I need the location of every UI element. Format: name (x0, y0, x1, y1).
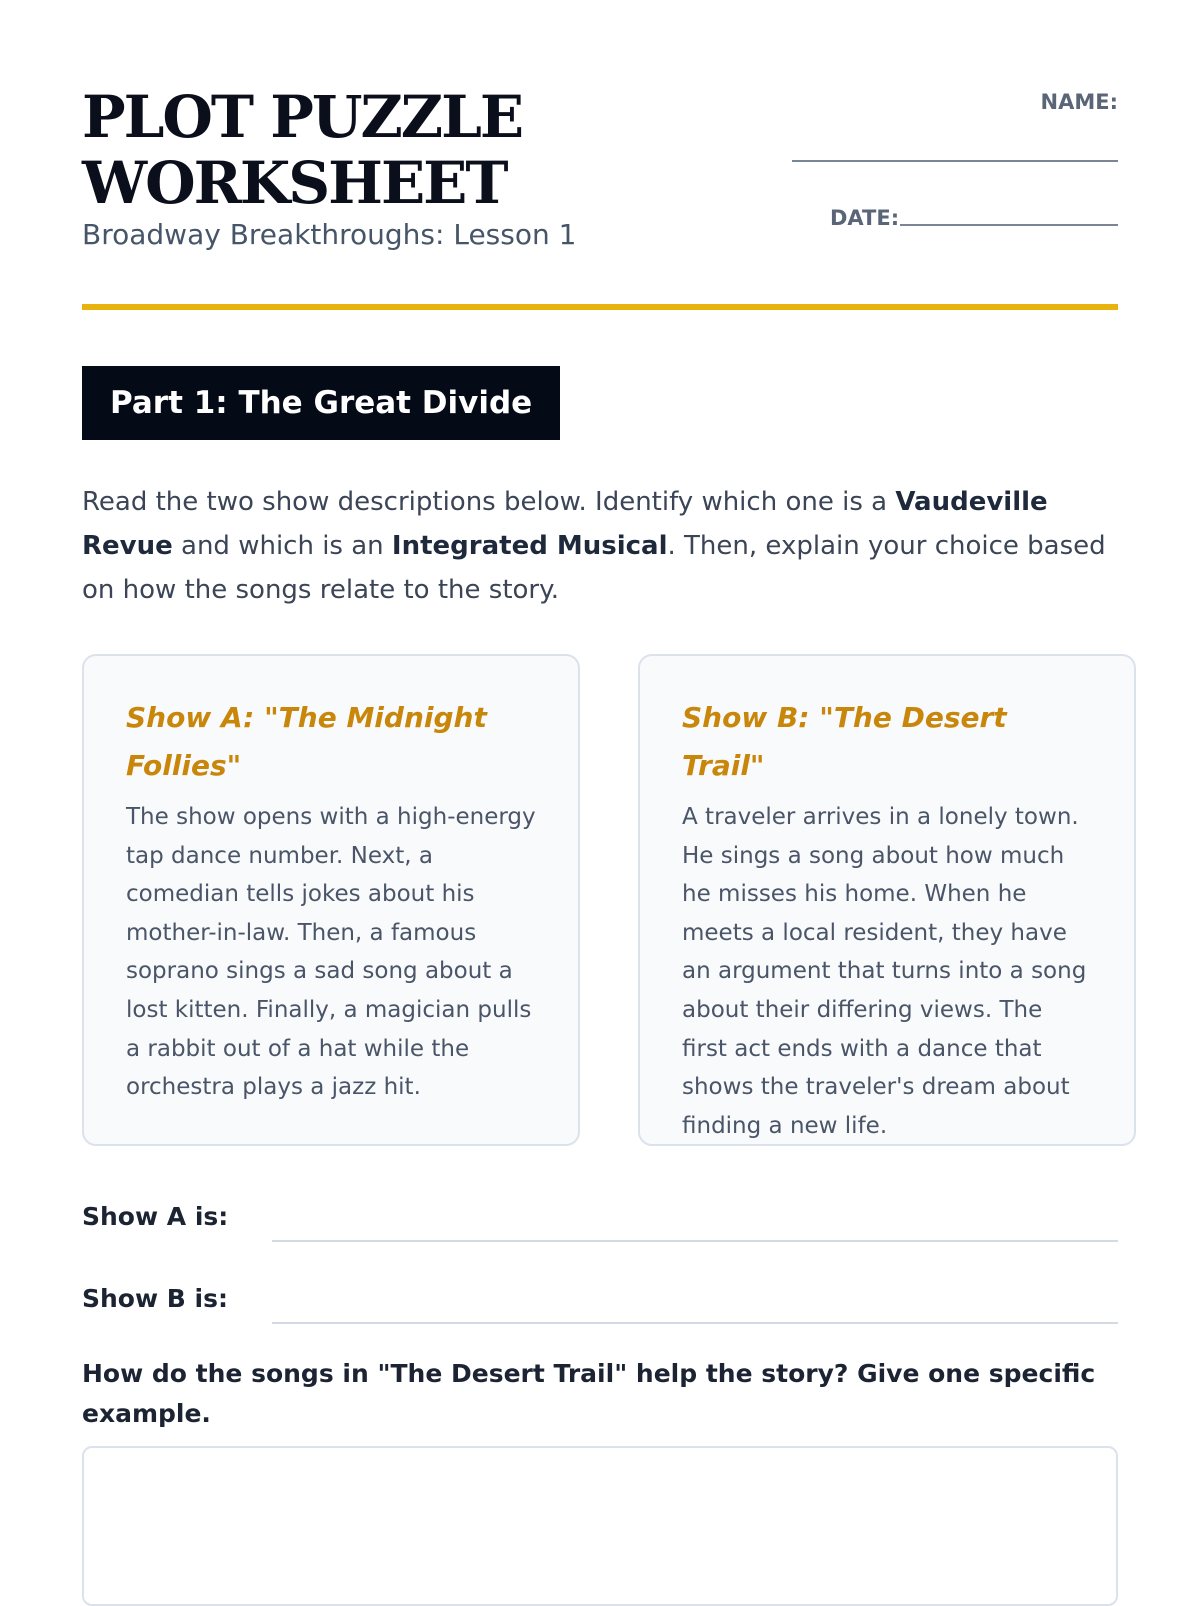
date-label: DATE: (830, 206, 900, 230)
term-integrated-musical: Integrated Musical (391, 531, 668, 561)
instructions-text-2: and which is an (172, 531, 392, 561)
header-divider (82, 304, 1118, 310)
show-a-description: The show opens with a high-energy tap dance number. Next, a comedian tells jokes about his mother-in-law. Then, a famous soprano sings a sad song about a lost kitten. Finally, a magician pulls a rabbit out of a hat while the orchestra plays a jazz hit. (126, 804, 536, 1101)
show-a-answer-field[interactable] (272, 1240, 1118, 1242)
worksheet-title: PLOT PUZZLE WORKSHEET (82, 83, 523, 217)
name-field[interactable] (792, 160, 1118, 162)
instructions (82, 480, 1142, 612)
instructions-text-3: . Then, explain your choice based on how the songs relate to the story. (82, 531, 1106, 605)
show-b-answer-row (82, 1284, 1118, 1324)
show-a-card (82, 654, 580, 1146)
date-field[interactable] (900, 224, 1118, 226)
worksheet-subtitle: Broadway Breakthroughs: Lesson 1 (82, 218, 577, 251)
term-vaudeville-revue: Vaudeville Revue (82, 487, 1048, 561)
show-b-answer-field[interactable] (272, 1322, 1118, 1324)
show-b-title: Show B: "The Desert Trail" (682, 701, 1007, 782)
explanation-question: How do the songs in "The Desert Trail" help the story? Give one specific example. (82, 1359, 1096, 1428)
show-a-answer-label: Show A is: (82, 1202, 229, 1231)
instructions-text-1: Read the two show descriptions below. Identify which one is a (82, 487, 896, 517)
show-b-description: A traveler arrives in a lonely town. He sings a song about how much he misses his home. When he meets a local resident, they have an argument that turns into a song about their differing views. The first act ends with a dance that shows the traveler's dream about finding a new life. (682, 804, 1087, 1139)
title-block (82, 84, 642, 251)
name-label: NAME: (1040, 90, 1118, 114)
show-b-card (638, 654, 1136, 1146)
explanation-response-box[interactable] (82, 1446, 1118, 1606)
worksheet-header (82, 0, 1118, 302)
show-b-answer-label: Show B is: (82, 1284, 228, 1313)
section-heading: Part 1: The Great Divide (82, 366, 560, 440)
show-a-answer-row (82, 1202, 1118, 1242)
show-a-title: Show A: "The Midnight Follies" (126, 701, 487, 782)
